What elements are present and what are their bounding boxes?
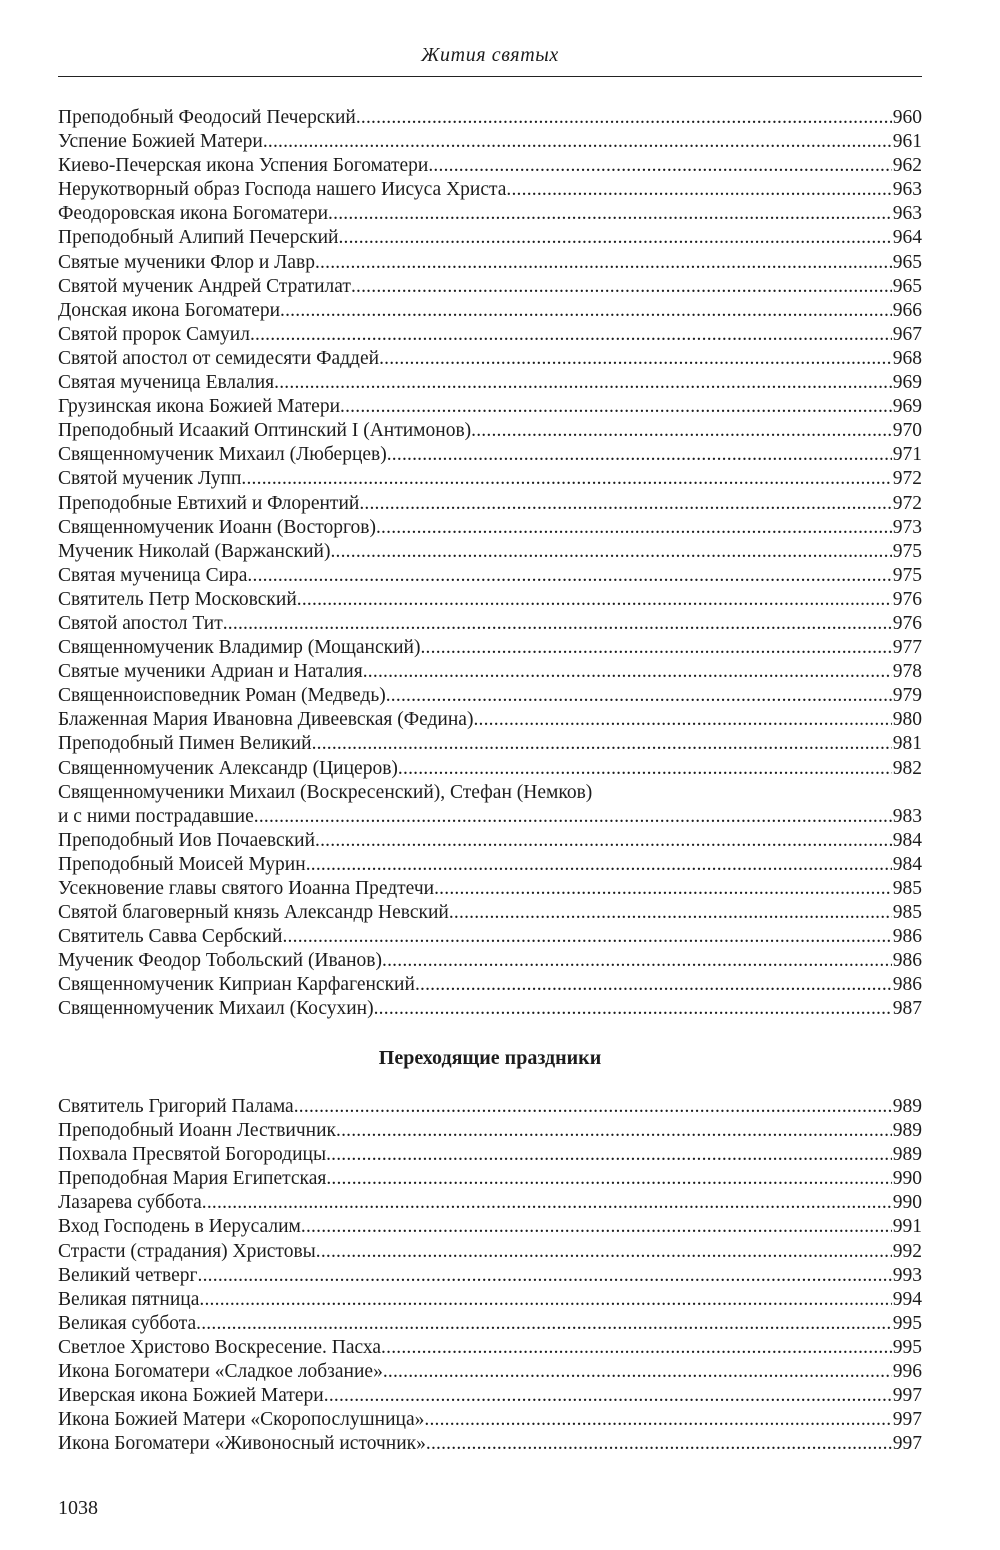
toc-entry xyxy=(58,853,922,877)
toc-entry xyxy=(58,492,922,516)
toc-entry-page: 981 xyxy=(892,733,922,755)
toc-entry-title: Великая суббота xyxy=(58,1312,197,1334)
toc-entry xyxy=(58,202,922,226)
toc-entry-page: 993 xyxy=(892,1264,922,1286)
toc-entry-page: 992 xyxy=(892,1240,922,1262)
toc-entry-title: Священномученик Киприан Карфагенский xyxy=(58,974,415,996)
toc-entry xyxy=(58,516,922,540)
dot-leader xyxy=(280,299,892,323)
running-head: Жития святых xyxy=(421,44,559,66)
dot-leader xyxy=(336,1119,892,1143)
toc-entry-title: Донская икона Богоматери xyxy=(58,299,281,321)
toc-entry-title: Святые мученики Адриан и Наталия xyxy=(58,661,363,683)
toc-entry-title: Преподобные Евтихий и Флорентий xyxy=(58,492,360,514)
toc-entry xyxy=(58,299,922,323)
toc-entry xyxy=(58,612,922,636)
toc-entry xyxy=(58,925,922,949)
toc-entry-page: 997 xyxy=(892,1385,922,1407)
dot-leader xyxy=(386,684,892,708)
toc-entry xyxy=(58,732,922,756)
dot-leader xyxy=(330,540,891,564)
toc-entry-title: Священномученик Александр (Цицеров) xyxy=(58,757,398,779)
toc-entry-page: 960 xyxy=(892,107,922,128)
toc-entry-page: 990 xyxy=(892,1168,922,1190)
toc-entry-title: Преподобный Феодосий Печерский xyxy=(58,107,356,128)
dot-leader xyxy=(223,612,892,636)
dot-leader xyxy=(326,1167,891,1191)
toc-entry-page: 978 xyxy=(892,661,922,683)
dot-leader xyxy=(297,588,892,612)
toc-entry xyxy=(58,178,922,202)
dot-leader xyxy=(426,1432,892,1456)
toc-entry-page: 963 xyxy=(892,203,922,225)
dot-leader xyxy=(359,492,891,516)
toc-entry-title: Святой мученик Андрей Стратилат xyxy=(58,275,351,297)
dot-leader xyxy=(301,1215,892,1239)
toc-entry-title: Икона Богоматери «Сладкое лобзание» xyxy=(58,1361,383,1383)
dot-leader xyxy=(282,925,891,949)
toc-entry-page: 995 xyxy=(892,1312,922,1334)
dot-leader xyxy=(247,564,891,588)
toc-entry-page: 997 xyxy=(892,1409,922,1431)
toc-entry-page: 962 xyxy=(892,155,922,177)
toc-entry xyxy=(58,973,922,997)
toc-entry-title: Вход Господень в Иерусалим xyxy=(58,1216,301,1238)
toc-entry-title: Великая пятница xyxy=(58,1288,200,1310)
toc-entry xyxy=(58,684,922,708)
toc-entry-title: Мученик Николай (Варжанский) xyxy=(58,540,331,562)
toc-entry-title: Преподобный Иов Почаевский xyxy=(58,829,316,851)
toc-entry-title: Преподобный Иоанн Лествичник xyxy=(58,1120,336,1142)
dot-leader xyxy=(315,251,892,275)
toc-entry-page: 986 xyxy=(892,974,922,996)
toc-entry xyxy=(58,106,922,130)
table-of-contents-movable-feasts xyxy=(58,1095,922,1456)
dot-leader xyxy=(449,901,892,925)
dot-leader xyxy=(338,226,891,250)
toc-entry-page: 965 xyxy=(892,251,922,273)
toc-entry-page: 964 xyxy=(892,227,922,249)
toc-entry-page: 995 xyxy=(892,1336,922,1358)
toc-entry-title: Святитель Савва Сербский xyxy=(58,926,283,948)
dot-leader xyxy=(387,443,892,467)
toc-entry xyxy=(58,419,922,443)
toc-entry xyxy=(58,1119,922,1143)
toc-entry-page: 984 xyxy=(892,829,922,851)
dot-leader xyxy=(312,732,892,756)
toc-entry-page: 989 xyxy=(892,1096,922,1117)
toc-entry xyxy=(58,1095,922,1119)
toc-entry-title: Преподобная Мария Египетская xyxy=(58,1168,327,1190)
toc-entry xyxy=(58,540,922,564)
toc-entry-title: Преподобный Алипий Печерский xyxy=(58,227,339,249)
dot-leader xyxy=(294,1095,892,1119)
dot-leader xyxy=(254,805,892,829)
toc-entry xyxy=(58,997,922,1021)
toc-entry xyxy=(58,443,922,467)
toc-entry-title: Грузинская икона Божией Матери xyxy=(58,396,341,418)
toc-entry-title: Лазарева суббота xyxy=(58,1192,202,1214)
toc-entry-title: Святой пророк Самуил xyxy=(58,323,250,345)
toc-entry xyxy=(58,1143,922,1167)
toc-entry-page: 982 xyxy=(892,757,922,779)
toc-entry xyxy=(58,781,922,805)
toc-entry xyxy=(58,1432,922,1456)
toc-entry xyxy=(58,226,922,250)
toc-entry xyxy=(58,1384,922,1408)
toc-entry-title: Нерукотворный образ Господа нашего Иисуса Христа xyxy=(58,179,507,201)
toc-entry xyxy=(58,154,922,178)
toc-entry-page: 979 xyxy=(892,685,922,707)
toc-entry-page: 980 xyxy=(892,709,922,731)
toc-entry xyxy=(58,949,922,973)
toc-entry xyxy=(58,1264,922,1288)
dot-leader xyxy=(374,997,892,1021)
toc-entry-title: Священномученик Иоанн (Восторгов) xyxy=(58,516,376,538)
toc-entry xyxy=(58,1240,922,1264)
toc-entry xyxy=(58,829,922,853)
dot-leader xyxy=(434,877,892,901)
toc-entry-page: 976 xyxy=(892,588,922,610)
toc-entry xyxy=(58,1167,922,1191)
toc-entry-page: 972 xyxy=(892,492,922,514)
toc-entry-page: 970 xyxy=(892,420,922,442)
toc-entry xyxy=(58,1288,922,1312)
dot-leader xyxy=(381,1336,892,1360)
toc-entry-page: 969 xyxy=(892,372,922,394)
dot-leader xyxy=(428,154,891,178)
toc-entry-page: 989 xyxy=(892,1144,922,1166)
toc-entry-page: 963 xyxy=(892,179,922,201)
toc-entry xyxy=(58,708,922,732)
toc-entry xyxy=(58,636,922,660)
dot-leader xyxy=(274,371,892,395)
dot-leader xyxy=(356,106,892,130)
toc-entry xyxy=(58,347,922,371)
toc-entry-page: 985 xyxy=(892,878,922,899)
toc-entry xyxy=(58,901,922,925)
section-heading: Переходящие праздники xyxy=(378,1047,602,1069)
toc-entry-page: 985 xyxy=(892,902,922,924)
dot-leader xyxy=(420,636,891,660)
dot-leader xyxy=(202,1191,892,1215)
toc-entry xyxy=(58,1191,922,1215)
toc-entry xyxy=(58,588,922,612)
toc-entry-title: Мученик Феодор Тобольский (Иванов) xyxy=(58,950,383,972)
dot-leader xyxy=(376,516,892,540)
toc-entry-title: Священноисповедник Роман (Медведь) xyxy=(58,685,386,707)
dot-leader xyxy=(398,757,892,781)
dot-leader xyxy=(326,1143,892,1167)
toc-entry-page: 983 xyxy=(892,805,922,827)
dot-leader xyxy=(199,1288,891,1312)
dot-leader xyxy=(315,829,892,853)
toc-entry-page: 972 xyxy=(892,468,922,490)
toc-entry-title: Святой апостол Тит xyxy=(58,612,223,634)
toc-entry-title: Иверская икона Божией Матери xyxy=(58,1385,324,1407)
page-number: 1038 xyxy=(58,1497,98,1519)
toc-entry xyxy=(58,130,922,154)
dot-leader xyxy=(324,1384,892,1408)
toc-entry-page: 984 xyxy=(892,853,922,875)
toc-entry-title: Икона Божией Матери «Скоропослушница» xyxy=(58,1409,425,1431)
dot-leader xyxy=(473,708,891,732)
toc-entry-page: 989 xyxy=(892,1120,922,1142)
toc-entry-page: 975 xyxy=(892,564,922,586)
toc-entry-page: 996 xyxy=(892,1361,922,1383)
toc-entry-title: Святая мученица Сира xyxy=(58,564,248,586)
toc-entry xyxy=(58,1312,922,1336)
toc-entry xyxy=(58,1408,922,1432)
toc-entry-page: 971 xyxy=(892,444,922,466)
toc-entry-title: Священномученик Михаил (Косухин) xyxy=(58,998,374,1020)
toc-entry-title: Священномученик Владимир (Мощанский) xyxy=(58,637,421,659)
toc-entry-page: 991 xyxy=(892,1216,922,1238)
toc-entry xyxy=(58,1336,922,1360)
dot-leader xyxy=(506,178,891,202)
toc-entry-title: Успение Божией Матери xyxy=(58,131,263,153)
toc-entry xyxy=(58,371,922,395)
dot-leader xyxy=(340,395,892,419)
header-rule xyxy=(58,76,922,77)
toc-entry-page: 975 xyxy=(892,540,922,562)
dot-leader xyxy=(328,202,892,226)
toc-entry-title: Святой благоверный князь Александр Невский xyxy=(58,902,449,924)
dot-leader xyxy=(241,467,891,491)
toc-entry-page: 977 xyxy=(892,637,922,659)
toc-entry-page: 986 xyxy=(892,950,922,972)
dot-leader xyxy=(250,323,892,347)
toc-entry xyxy=(58,467,922,491)
dot-leader xyxy=(471,419,892,443)
toc-entry-page: 987 xyxy=(892,998,922,1020)
toc-entry-title: Преподобный Исаакий Оптинский I (Антимонов) xyxy=(58,420,472,442)
toc-entry-page: 994 xyxy=(892,1288,922,1310)
toc-entry-title: Святой апостол от семидесяти Фаддей xyxy=(58,347,380,369)
toc-entry-title: Святая мученица Евлалия xyxy=(58,372,275,394)
toc-entry-page: 965 xyxy=(892,275,922,297)
toc-entry-page: 961 xyxy=(892,131,922,153)
toc-entry-page: 966 xyxy=(892,299,922,321)
dot-leader xyxy=(351,275,892,299)
toc-entry-title: Киево-Печерская икона Успения Богоматери xyxy=(58,155,429,177)
table-of-contents-lives xyxy=(58,106,922,1022)
dot-leader xyxy=(415,973,892,997)
toc-entry-page: 997 xyxy=(892,1433,922,1455)
toc-entry-title: Преподобный Моисей Мурин xyxy=(58,853,306,875)
toc-entry xyxy=(58,660,922,684)
toc-entry-title: и с ними пострадавшие xyxy=(58,805,254,827)
toc-entry-title: Священномученики Михаил (Воскресенский), Стефан (Немков) xyxy=(58,781,593,803)
toc-entry-title: Преподобный Пимен Великий xyxy=(58,733,312,755)
toc-entry-title: Икона Богоматери «Живоносный источник» xyxy=(58,1433,426,1455)
dot-leader xyxy=(198,1264,892,1288)
toc-entry-title: Светлое Христово Воскресение. Пасха xyxy=(58,1336,382,1358)
dot-leader xyxy=(382,949,892,973)
toc-entry-title: Священномученик Михаил (Люберцев) xyxy=(58,444,387,466)
dot-leader xyxy=(379,347,892,371)
toc-entry-page: 973 xyxy=(892,516,922,538)
dot-leader xyxy=(196,1312,892,1336)
toc-entry-title: Похвала Пресвятой Богородицы xyxy=(58,1144,327,1166)
toc-entry-title: Святитель Григорий Палама xyxy=(58,1096,294,1117)
toc-entry-page: 968 xyxy=(892,347,922,369)
toc-entry-title: Святой мученик Лупп xyxy=(58,468,242,490)
toc-entry-title: Святитель Петр Московский xyxy=(58,588,297,610)
toc-entry-title: Усекновение главы святого Иоанна Предтечи xyxy=(58,878,435,899)
toc-entry xyxy=(58,805,922,829)
toc-entry-page: 967 xyxy=(892,323,922,345)
dot-leader xyxy=(306,853,892,877)
toc-entry-page: 976 xyxy=(892,612,922,634)
toc-entry xyxy=(58,877,922,901)
toc-entry-page: 986 xyxy=(892,926,922,948)
toc-entry-title: Святые мученики Флор и Лавр xyxy=(58,251,315,273)
toc-entry xyxy=(58,251,922,275)
toc-entry-title: Блаженная Мария Ивановна Дивеевская (Федина) xyxy=(58,709,474,731)
toc-entry-title: Феодоровская икона Богоматери xyxy=(58,203,329,225)
toc-entry xyxy=(58,275,922,299)
toc-entry xyxy=(58,323,922,347)
dot-leader xyxy=(316,1240,892,1264)
dot-leader xyxy=(363,660,892,684)
toc-entry xyxy=(58,395,922,419)
toc-entry-page: 969 xyxy=(892,396,922,418)
dot-leader xyxy=(383,1360,892,1384)
toc-entry xyxy=(58,564,922,588)
toc-entry xyxy=(58,1215,922,1239)
toc-entry xyxy=(58,1360,922,1384)
toc-entry-title: Великий четверг xyxy=(58,1264,198,1286)
toc-entry xyxy=(58,757,922,781)
toc-entry-title: Страсти (страдания) Христовы xyxy=(58,1240,316,1262)
dot-leader xyxy=(424,1408,891,1432)
toc-entry-page: 990 xyxy=(892,1192,922,1214)
dot-leader xyxy=(263,130,892,154)
